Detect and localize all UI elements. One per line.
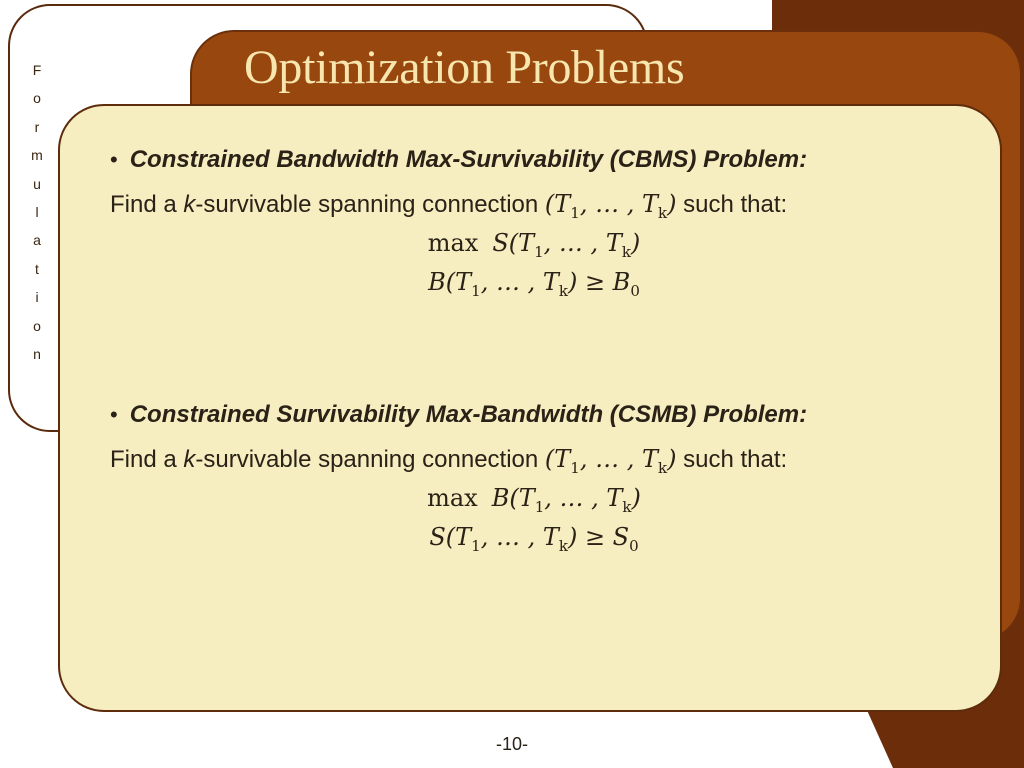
side-tab-letter: n bbox=[33, 345, 41, 362]
side-tab-letter: u bbox=[33, 175, 41, 192]
find-middle: -survivable spanning connection bbox=[195, 191, 545, 218]
find-statement-cbms bbox=[110, 190, 787, 222]
constraint-line-csmb bbox=[60, 523, 1008, 555]
problem-heading-cbms bbox=[110, 146, 807, 174]
side-tab-vertical-label bbox=[22, 56, 52, 368]
constraint-expression: $S(T_1$, … , $T_k) \ge S_0$ bbox=[429, 523, 639, 555]
find-statement-csmb bbox=[110, 445, 787, 477]
side-tab-letter: a bbox=[33, 232, 41, 249]
find-middle: -survivable spanning connection bbox=[195, 446, 545, 473]
find-tuple: ($T_1$, … , $T_k$) bbox=[544, 190, 677, 222]
constraint-line-cbms bbox=[60, 268, 1008, 300]
problem-heading-text: Constrained Survivability Max-Bandwidth (CSMB) Problem: bbox=[129, 401, 808, 428]
side-tab-letter: r bbox=[34, 118, 40, 135]
constraint-expression: $B(T_1$, … , $T_k) \ge B_0$ bbox=[428, 268, 640, 300]
find-k-variable: k bbox=[183, 191, 196, 218]
slide-title: Optimization Problems bbox=[244, 41, 685, 94]
objective-line-cbms bbox=[60, 229, 1008, 261]
side-tab-letter: t bbox=[35, 260, 39, 277]
objective-operator: max bbox=[427, 484, 478, 512]
find-prefix: Find a bbox=[110, 191, 184, 218]
find-suffix: such that: bbox=[676, 191, 788, 218]
side-tab-letter: i bbox=[35, 289, 39, 306]
side-tab-letter: o bbox=[33, 90, 41, 107]
find-prefix: Find a bbox=[110, 446, 184, 473]
side-tab-letter: m bbox=[31, 147, 43, 164]
find-k-variable: k bbox=[183, 446, 196, 473]
objective-expression: $S(T_1$, … , $T_k$) bbox=[492, 229, 641, 261]
problem-heading-csmb bbox=[110, 401, 807, 429]
bullet-icon: • bbox=[110, 147, 118, 172]
objective-line-csmb bbox=[60, 484, 1008, 516]
bullet-icon: • bbox=[110, 402, 118, 427]
find-suffix: such that: bbox=[676, 446, 788, 473]
objective-expression: $B(T_1$, … , $T_k$) bbox=[491, 484, 641, 516]
side-tab-letter: F bbox=[32, 62, 42, 78]
problem-heading-text: Constrained Bandwidth Max-Survivability (CBMS) Problem: bbox=[129, 146, 808, 173]
objective-operator: max bbox=[427, 229, 479, 257]
side-tab-letter: l bbox=[35, 203, 39, 220]
page-number: -10- bbox=[495, 734, 528, 754]
find-tuple: ($T_1$, … , $T_k$) bbox=[544, 445, 677, 477]
content-panel bbox=[58, 104, 1002, 712]
side-tab-letter: o bbox=[33, 317, 41, 334]
